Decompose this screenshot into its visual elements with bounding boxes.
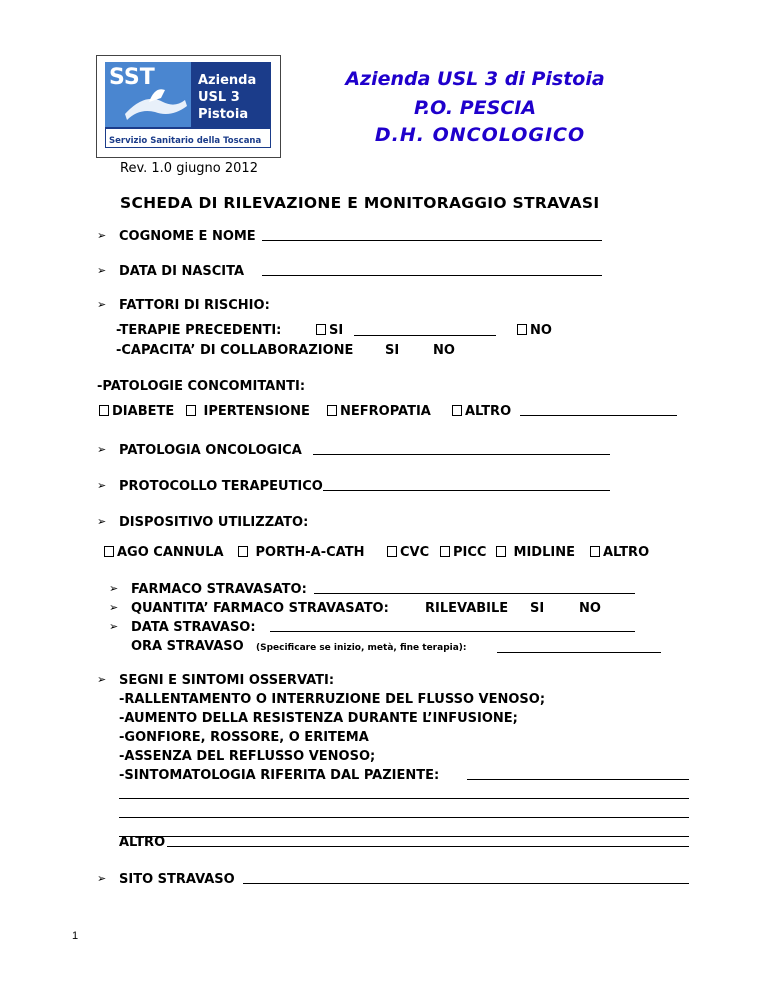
capacita-label: -CAPACITA’ DI COLLABORAZIONE: [116, 343, 354, 358]
arrow-bullet-icon: ➢: [97, 673, 107, 686]
segno-2: -AUMENTO DELLA RESISTENZA DURANTE L’INFUSIONE;: [119, 711, 518, 726]
terapie-label: -TERAPIE PRECEDENTI:: [116, 323, 282, 338]
terapie-si-option[interactable]: SI: [316, 323, 343, 338]
sst-logo: [105, 62, 271, 148]
rilevabile-label: RILEVABILE: [425, 601, 509, 616]
arrow-bullet-icon: ➢: [97, 298, 107, 311]
picc-option[interactable]: PICC: [440, 545, 486, 560]
arrow-bullet-icon: ➢: [97, 443, 107, 456]
porth-option[interactable]: PORTH-A-CATH: [238, 545, 364, 560]
patologia-onc-input-line[interactable]: [313, 454, 610, 455]
segno-4: -ASSENZA DEL REFLUSSO VENOSO;: [119, 749, 376, 764]
fattori-label: FATTORI DI RISCHIO:: [119, 298, 270, 313]
altro-option[interactable]: ALTRO: [452, 404, 511, 419]
checkbox-icon[interactable]: [387, 546, 397, 557]
farmaco-label: FARMACO STRAVASATO:: [131, 582, 307, 597]
header-line1: Azienda USL 3 di Pistoia: [345, 68, 605, 90]
arrow-bullet-icon: ➢: [97, 515, 107, 528]
terapie-no-option[interactable]: NO: [517, 323, 552, 338]
ora-stravaso-input-line[interactable]: [497, 652, 661, 653]
svg-text:Azienda: Azienda: [198, 73, 257, 88]
logo-sst: SST: [109, 65, 155, 90]
cognome-label: COGNOME E NOME: [119, 229, 256, 244]
checkbox-icon[interactable]: [186, 405, 196, 416]
arrow-bullet-icon: ➢: [97, 872, 107, 885]
sintomatologia-input-line[interactable]: [467, 779, 689, 780]
checkbox-icon[interactable]: [104, 546, 114, 557]
altro-segni-input-line[interactable]: [167, 846, 689, 847]
terapie-detail-line[interactable]: [354, 335, 496, 336]
capacita-si-option[interactable]: SI: [385, 343, 400, 358]
page-number: 1: [72, 930, 79, 942]
ipertensione-option[interactable]: IPERTENSIONE: [186, 404, 310, 419]
arrow-bullet-icon: ➢: [97, 264, 107, 277]
quantita-si-option[interactable]: SI: [530, 601, 545, 616]
ora-stravaso-label: ORA STRAVASO: [131, 639, 244, 654]
checkbox-icon[interactable]: [440, 546, 450, 557]
checkbox-icon[interactable]: [496, 546, 506, 557]
ora-note: (Specificare se inizio, metà, fine terapia):: [256, 643, 467, 653]
revision-label: Rev. 1.0 giugno 2012: [120, 161, 258, 176]
checkbox-icon[interactable]: [238, 546, 248, 557]
altro-detail-line[interactable]: [520, 415, 677, 416]
cognome-input-line[interactable]: [262, 240, 602, 241]
segno-1: -RALLENTAMENTO O INTERRUZIONE DEL FLUSSO VENOSO;: [119, 692, 546, 707]
checkbox-icon[interactable]: [590, 546, 600, 557]
checkbox-icon[interactable]: [452, 405, 462, 416]
quantita-label: QUANTITA’ FARMACO STRAVASATO:: [131, 601, 389, 616]
data-stravaso-input-line[interactable]: [270, 631, 635, 632]
patologia-onc-label: PATOLOGIA ONCOLOGICA: [119, 443, 302, 458]
data-stravaso-label: DATA STRAVASO:: [131, 620, 256, 635]
header-line2: P.O. PESCIA: [413, 97, 537, 119]
patologie-label: -PATOLOGIE CONCOMITANTI:: [97, 379, 306, 394]
data-nascita-input-line[interactable]: [262, 275, 602, 276]
altro-segni-label: ALTRO: [119, 835, 166, 850]
arrow-bullet-icon: ➢: [109, 620, 119, 633]
sintomatologia-input-line-4[interactable]: [119, 836, 689, 837]
dispositivo-label: DISPOSITIVO UTILIZZATO:: [119, 515, 309, 530]
svg-text:USL 3: USL 3: [198, 90, 240, 105]
checkbox-icon[interactable]: [99, 405, 109, 416]
quantita-no-option[interactable]: NO: [579, 601, 601, 616]
segno-3: -GONFIORE, ROSSORE, O ERITEMA: [119, 730, 369, 745]
arrow-bullet-icon: ➢: [109, 582, 119, 595]
protocollo-input-line[interactable]: [323, 490, 610, 491]
checkbox-icon[interactable]: [327, 405, 337, 416]
svg-text:Pistoia: Pistoia: [198, 107, 249, 122]
svg-text:Servizio Sanitario della Tosca: Servizio Sanitario della Toscana: [109, 136, 262, 146]
midline-option[interactable]: MIDLINE: [496, 545, 575, 560]
altro-dispositivo-option[interactable]: ALTRO: [590, 545, 649, 560]
cvc-option[interactable]: CVC: [387, 545, 429, 560]
logo-frame: [96, 55, 281, 158]
segni-label: SEGNI E SINTOMI OSSERVATI:: [119, 673, 335, 688]
form-title: SCHEDA DI RILEVAZIONE E MONITORAGGIO STRAVASI: [120, 194, 600, 212]
segno-5: -SINTOMATOLOGIA RIFERITA DAL PAZIENTE:: [119, 768, 440, 783]
sintomatologia-input-line-3[interactable]: [119, 817, 689, 818]
ago-option[interactable]: AGO CANNULA: [104, 545, 224, 560]
arrow-bullet-icon: ➢: [97, 479, 107, 492]
sito-input-line[interactable]: [243, 883, 689, 884]
checkbox-icon[interactable]: [517, 324, 527, 335]
protocollo-label: PROTOCOLLO TERAPEUTICO: [119, 479, 323, 494]
arrow-bullet-icon: ➢: [109, 601, 119, 614]
diabete-option[interactable]: DIABETE: [99, 404, 174, 419]
sito-label: SITO STRAVASO: [119, 872, 235, 887]
arrow-bullet-icon: ➢: [97, 229, 107, 242]
header-line3: D.H. ONCOLOGICO: [374, 124, 586, 146]
capacita-no-option[interactable]: NO: [433, 343, 455, 358]
nefropatia-option[interactable]: NEFROPATIA: [327, 404, 431, 419]
data-nascita-label: DATA DI NASCITA: [119, 264, 245, 279]
farmaco-input-line[interactable]: [314, 593, 635, 594]
sintomatologia-input-line-2[interactable]: [119, 798, 689, 799]
checkbox-icon[interactable]: [316, 324, 326, 335]
